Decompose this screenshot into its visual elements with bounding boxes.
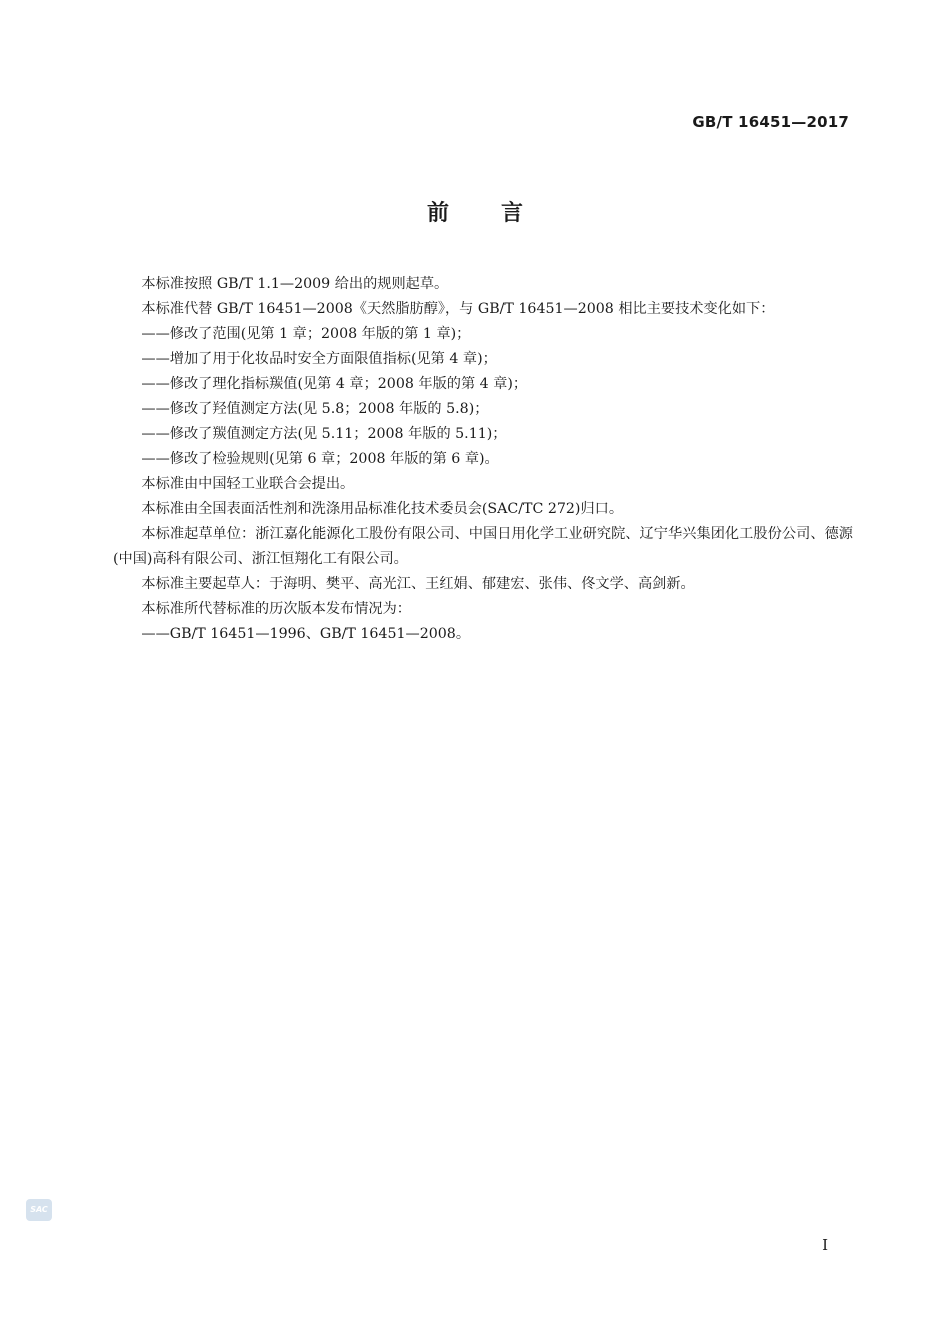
- change-item: ——修改了范围(见第 1 章；2008 年版的第 1 章)；: [141, 326, 471, 342]
- paragraph-replacement: 本标准代替 GB/T 16451—2008《天然脂肪醇》，与 GB/T 16451—2008 相比主要技术变化如下：: [141, 301, 775, 317]
- history-item: ——GB/T 16451—1996、GB/T 16451—2008。: [141, 626, 471, 642]
- change-item: ——修改了羟值测定方法(见 5.8；2008 年版的 5.8)；: [141, 401, 489, 417]
- standard-code: GB/T 16451—2017: [692, 113, 849, 131]
- paragraph-drafting-units: 本标准起草单位：浙江嘉化能源化工股份有限公司、中国日用化学工业研究院、辽宁华兴集团化工股份公司、德源(中国)高科有限公司、浙江恒翔化工有限公司。: [113, 526, 853, 567]
- paragraph-drafting-rules: 本标准按照 GB/T 1.1—2009 给出的规则起草。: [141, 276, 449, 292]
- paragraph-committee: 本标准由全国表面活性剂和洗涤用品标准化技术委员会(SAC/TC 272)归口。: [141, 501, 624, 517]
- change-item: ——修改了理化指标羰值(见第 4 章；2008 年版的第 4 章)；: [141, 376, 528, 392]
- paragraph-proposer: 本标准由中国轻工业联合会提出。: [141, 476, 355, 492]
- change-item: ——修改了检验规则(见第 6 章；2008 年版的第 6 章)。: [141, 451, 499, 467]
- sac-logo-text: SAC: [30, 1205, 48, 1214]
- foreword-body: [113, 272, 853, 647]
- change-item: ——修改了羰值测定方法(见 5.11；2008 年版的 5.11)；: [141, 426, 507, 442]
- page-title: [0, 196, 950, 227]
- paragraph-history-intro: 本标准所代替标准的历次版本发布情况为：: [141, 601, 411, 617]
- page-number: I: [822, 1236, 828, 1254]
- title-char-1: 前: [426, 201, 449, 226]
- change-item: ——增加了用于化妆品时安全方面限值指标(见第 4 章)；: [141, 351, 497, 367]
- paragraph-drafters: 本标准主要起草人：于海明、樊平、高光江、王红娟、郁建宏、张伟、佟文学、高剑新。: [141, 576, 695, 592]
- sac-logo-icon: [26, 1199, 52, 1221]
- title-char-2: 言: [501, 201, 524, 226]
